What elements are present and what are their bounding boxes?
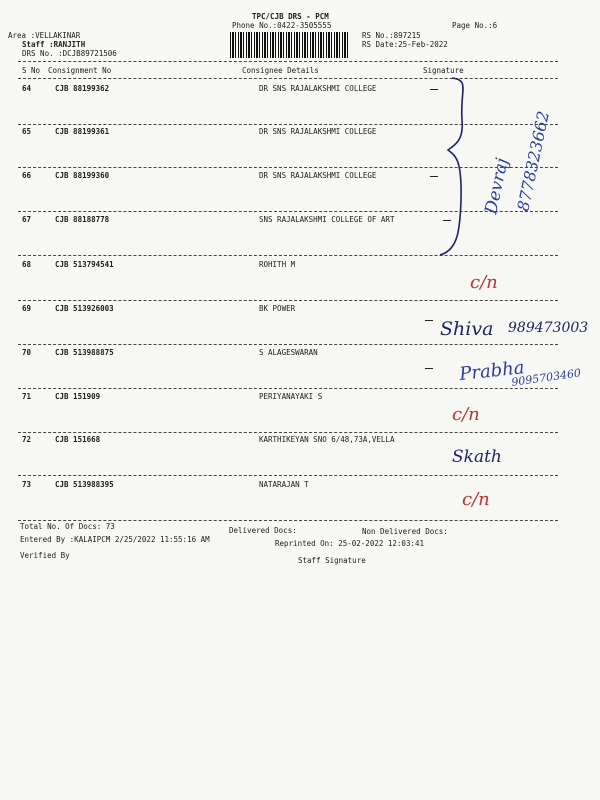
- row-sno: 67: [22, 215, 32, 224]
- handwritten-phone-3: 9095703460: [510, 366, 582, 389]
- row-consignment: CJB 88199361: [55, 127, 110, 136]
- row-consignee: PERIYANAYAKI S: [259, 392, 323, 401]
- row-consignment: CJB 88188778: [55, 215, 110, 224]
- entered-by: Entered By :KALAIPCM 2/25/2022 11:55:16 AM: [20, 535, 210, 544]
- cn-mark: c/n: [470, 272, 498, 293]
- page-number: Page No.:6: [452, 21, 498, 30]
- staff-label: Staff :RANJITH: [22, 40, 86, 49]
- col-sno-header: S No: [22, 66, 41, 75]
- row-consignment: CJB 513926003: [55, 304, 114, 313]
- row-sno: 71: [22, 392, 32, 401]
- staff-signature: Staff Signature: [298, 556, 366, 565]
- row-consignment: CJB 513794541: [55, 260, 114, 269]
- row-consignment: CJB 513988395: [55, 480, 114, 489]
- total-docs: Total No. Of Docs: 73: [20, 522, 115, 531]
- row-sno: 73: [22, 480, 32, 489]
- row-sno: 65: [22, 127, 32, 136]
- row-consignee: DR SNS RAJALAKSHMI COLLEGE: [259, 84, 377, 93]
- non-delivered-docs: Non Delivered Docs:: [362, 527, 448, 536]
- handwritten-phone-1: 8778323662: [513, 109, 554, 213]
- row-sno: 64: [22, 84, 32, 93]
- drs-number: DRS No. :DCJB89721506: [22, 49, 117, 58]
- grouping-bracket: [440, 78, 463, 255]
- row-consignee: DR SNS RAJALAKSHMI COLLEGE: [259, 127, 377, 136]
- row-consignee: S ALAGESWARAN: [259, 348, 318, 357]
- row-sno: 66: [22, 171, 32, 180]
- handwritten-name-3: Prabha: [458, 357, 526, 385]
- row-consignee: NATARAJAN T: [259, 480, 309, 489]
- area-label: Area :VELLAKINAR: [8, 31, 81, 40]
- row-consignee: ROHITH M: [259, 260, 296, 269]
- document-title: TPC/CJB DRS - PCM: [252, 12, 329, 21]
- row-consignee: SNS RAJALAKSHMI COLLEGE OF ART: [259, 215, 395, 224]
- row-consignee: BK POWER: [259, 304, 296, 313]
- delivered-docs: Delivered Docs:: [229, 526, 297, 535]
- handwritten-phone-2: 989473003: [508, 320, 589, 336]
- reprinted-on: Reprinted On: 25-02-2022 12:03:41: [275, 539, 425, 548]
- row-consignment: CJB 151668: [55, 435, 101, 444]
- row-sno: 70: [22, 348, 32, 357]
- rs-date: RS Date:25-Feb-2022: [362, 40, 448, 49]
- row-consignee: KARTHIKEYAN SNO 6/48,73A,VELLA: [259, 435, 395, 444]
- row-consignment: CJB 88199362: [55, 84, 110, 93]
- verified-by: Verified By: [20, 551, 70, 560]
- row-consignment: CJB 151909: [55, 392, 101, 401]
- col-signature-header: Signature: [423, 66, 464, 75]
- phone-number: Phone No.:0422-3505555: [232, 21, 332, 30]
- row-consignee: DR SNS RAJALAKSHMI COLLEGE: [259, 171, 377, 180]
- row-sno: 69: [22, 304, 32, 313]
- row-sno: 68: [22, 260, 32, 269]
- rs-number: RS No.:897215: [362, 31, 421, 40]
- handwritten-name-1: Devraj: [481, 156, 513, 217]
- row-consignment: CJB 513988875: [55, 348, 114, 357]
- cn-mark: c/n: [462, 489, 490, 510]
- handwritten-name-4: Skath: [452, 447, 502, 467]
- col-consignment-header: Consignment No: [48, 66, 112, 75]
- cn-mark: c/n: [452, 404, 480, 425]
- col-consignee-header: Consignee Details: [242, 66, 319, 75]
- handwritten-name-2: Shiva: [440, 318, 494, 340]
- row-sno: 72: [22, 435, 32, 444]
- row-consignment: CJB 88199360: [55, 171, 110, 180]
